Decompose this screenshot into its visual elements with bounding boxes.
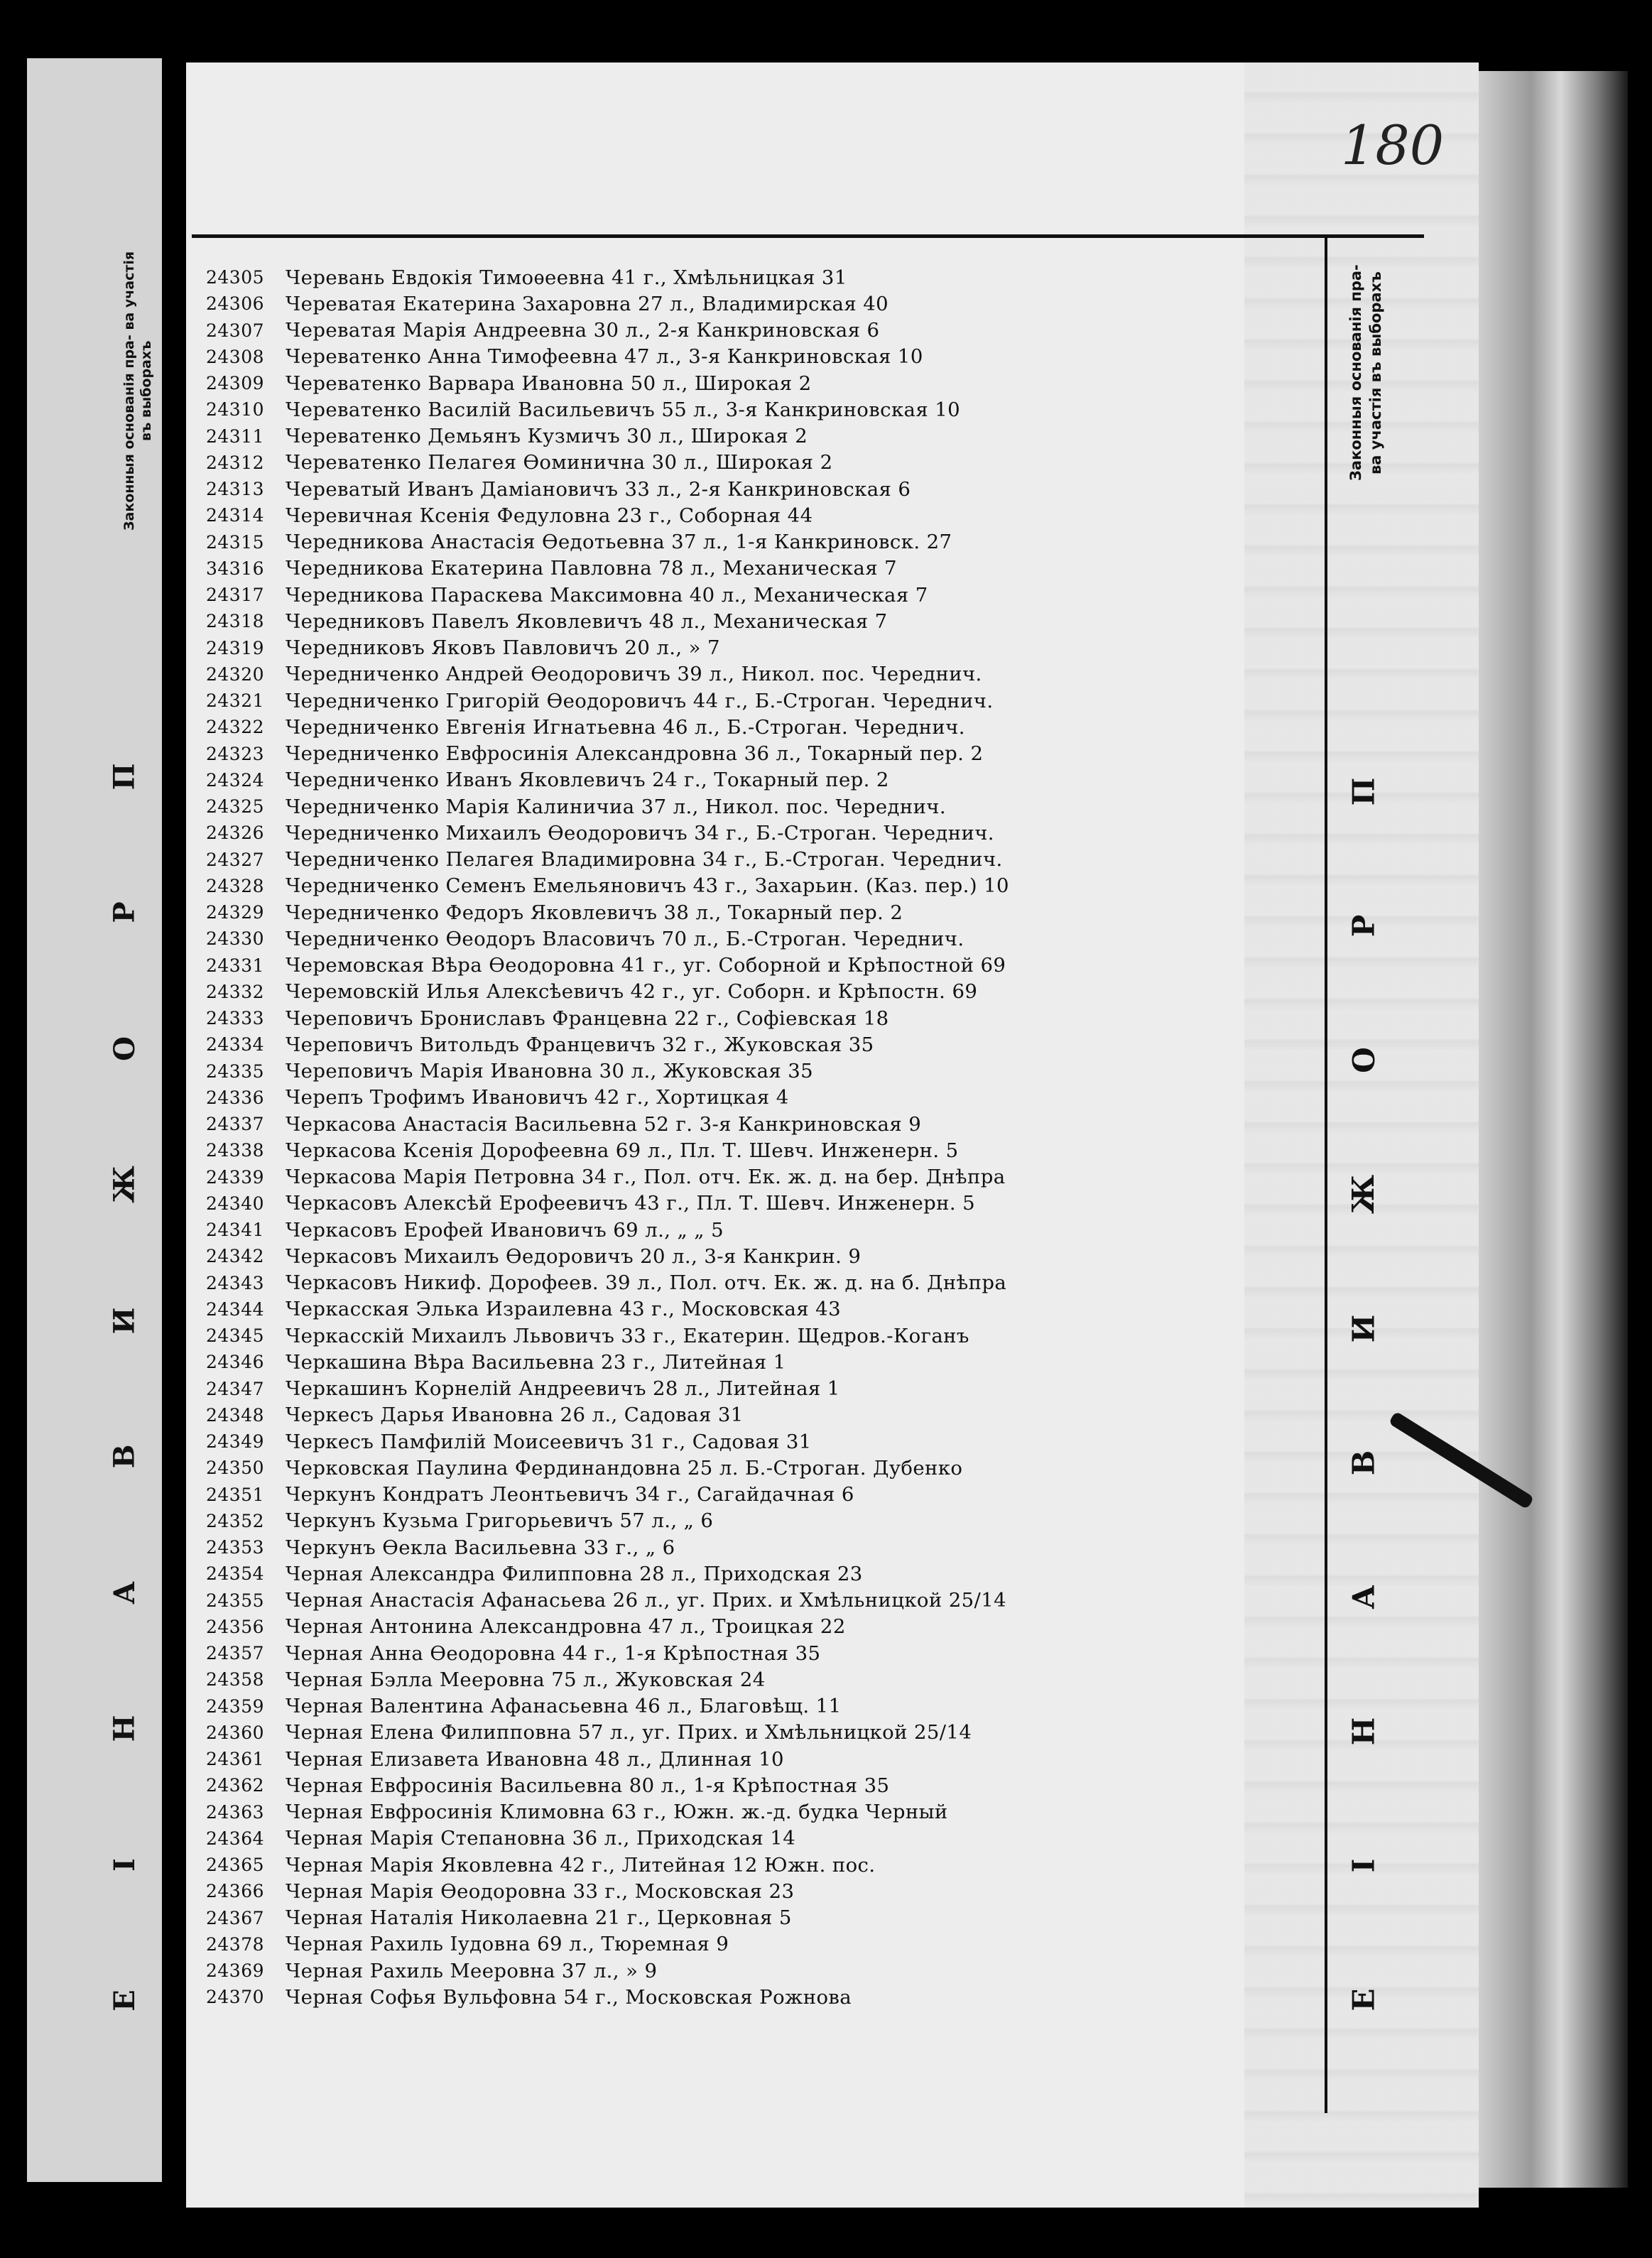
list-item <box>206 1243 1314 1269</box>
list-item <box>206 1905 1314 1931</box>
right-section-heading <box>1335 774 1392 2017</box>
header-rule <box>192 234 1424 238</box>
entry-text: Черная Наталія Николаевна 21 г., Церковная 5 <box>286 1906 792 1930</box>
entry-number: 24324 <box>206 769 265 791</box>
list-item <box>206 873 1314 899</box>
entry-text: Чередниченко Семенъ Емельяновичъ 43 г., Захарьин. (Каз. пер.) 10 <box>286 874 1009 898</box>
entry-text: Черная Софья Вульфовна 54 г., Московская Рожнова <box>286 1985 852 2009</box>
entry-text: Черковская Паулина Фердинандовна 25 л. Б.-Строган. Дубенко <box>286 1456 963 1480</box>
list-item <box>206 1799 1314 1825</box>
entry-text: Черная Елена Филипповна 57 л., уг. Прих. и Хмѣльницкой 25/14 <box>286 1721 972 1744</box>
list-item <box>206 1111 1314 1137</box>
left-heading-letter: И <box>107 1307 141 1335</box>
entry-text: Чередниченко Пелагея Владимировна 34 г., Б.-Строган. Череднич. <box>286 848 1003 872</box>
entry-number: 24309 <box>206 373 265 394</box>
list-item <box>206 1693 1314 1720</box>
entry-text: Чередниченко Федоръ Яковлевичъ 38 л., Токарный пер. 2 <box>286 901 903 924</box>
list-item <box>206 344 1314 370</box>
list-item <box>206 952 1314 979</box>
left-section-heading <box>99 760 149 2017</box>
right-heading-letter: Е <box>1346 1988 1381 2012</box>
entry-number: 24336 <box>206 1087 265 1108</box>
list-item <box>206 529 1314 555</box>
entry-number: 24366 <box>206 1881 265 1902</box>
list-item <box>206 793 1314 820</box>
entry-text: Черная Елизавета Ивановна 48 л., Длинная 10 <box>286 1747 784 1771</box>
entry-number: 24335 <box>206 1060 265 1082</box>
list-item <box>206 1402 1314 1428</box>
entry-number: 24322 <box>206 717 265 738</box>
book-page-edges <box>1479 71 1628 2188</box>
list-item <box>206 1746 1314 1772</box>
entry-number: 24353 <box>206 1537 265 1558</box>
entry-number: 24347 <box>206 1378 265 1399</box>
entry-text: Черная Марія Ѳеодоровна 33 г., Московская 23 <box>286 1879 795 1903</box>
left-column-caption: Законныя основанія пра- ва участія въ выборахъ <box>121 251 154 531</box>
entry-text: Черкасовъ Алексѣй Ерофеевичъ 43 г., Пл. Т. Шевч. Инженерн. 5 <box>286 1192 976 1215</box>
right-heading-letter: Ж <box>1346 1174 1381 1215</box>
entry-number: 24328 <box>206 875 265 896</box>
entry-number: 24365 <box>206 1855 265 1876</box>
list-item <box>206 1455 1314 1481</box>
left-heading-letter: Р <box>107 901 141 923</box>
list-item <box>206 1217 1314 1243</box>
entry-text: Чередникова Анастасія Ѳедотьевна 37 л., 1-я Канкриновск. 27 <box>286 531 952 554</box>
list-item <box>206 1085 1314 1111</box>
list-item <box>206 767 1314 793</box>
entry-number: 24338 <box>206 1140 265 1161</box>
entry-text: Черкасовъ Михаилъ Ѳедоровичъ 20 л., 3-я Канкрин. 9 <box>286 1244 862 1268</box>
list-item <box>206 1058 1314 1085</box>
entry-number: 24378 <box>206 1933 265 1955</box>
entry-number: 24357 <box>206 1643 265 1664</box>
entry-number: 24320 <box>206 663 265 685</box>
list-item <box>206 264 1314 291</box>
list-item <box>206 1323 1314 1349</box>
entry-number: 24337 <box>206 1114 265 1135</box>
entry-number: 24363 <box>206 1801 265 1823</box>
entry-number: 24310 <box>206 399 265 420</box>
entry-number: 24341 <box>206 1220 265 1241</box>
entry-number: 24340 <box>206 1193 265 1214</box>
list-item <box>206 1005 1314 1031</box>
entry-text: Черная Евфросинія Васильевна 80 л., 1-я Крѣпостная 35 <box>286 1774 890 1797</box>
entry-number: 24326 <box>206 823 265 844</box>
entry-text: Черкасовъ Ерофей Ивановичъ 69 л., „ „ 5 <box>286 1218 724 1242</box>
entry-text: Черная Александра Филипповна 28 л., Приходская 23 <box>286 1562 863 1585</box>
entry-number: 24330 <box>206 928 265 950</box>
list-item <box>206 1482 1314 1508</box>
entry-text: Черкасова Марія Петровна 34 г., Пол. отч. Ек. ж. д. на бер. Днѣпра <box>286 1166 1006 1189</box>
entry-text: Чередникова Параскева Максимовна 40 л., Механическая 7 <box>286 583 928 607</box>
entry-text: Черная Анна Ѳеодоровна 44 г., 1-я Крѣпостная 35 <box>286 1641 821 1665</box>
entry-number: 24325 <box>206 796 265 818</box>
list-item <box>206 582 1314 608</box>
entry-text: Черкасова Анастасія Васильевна 52 г. 3-я Канкриновская 9 <box>286 1112 922 1136</box>
entry-number: 24317 <box>206 585 265 606</box>
entry-number: 24318 <box>206 611 265 632</box>
entry-text: Черкунъ Кондратъ Леонтьевичъ 34 г., Сагайдачная 6 <box>286 1483 854 1507</box>
entry-text: Черемовская Вѣра Ѳеодоровна 41 г., уг. Соборной и Крѣпостной 69 <box>286 954 1006 977</box>
entry-text: Чередниченко Евфросинія Александровна 36 л., Токарный пер. 2 <box>286 742 984 766</box>
entry-text: Череватенко Варвара Ивановна 50 л., Широкая 2 <box>286 371 812 395</box>
entry-number: 24329 <box>206 902 265 923</box>
entry-number: 24362 <box>206 1775 265 1796</box>
entry-text: Черная Марія Степановна 36 л., Приходская 14 <box>286 1827 796 1850</box>
entry-number: 24305 <box>206 267 265 288</box>
entry-number: 24319 <box>206 637 265 658</box>
left-heading-letter: О <box>107 1036 141 1061</box>
entry-number: 24313 <box>206 479 265 500</box>
entry-number: 34316 <box>206 558 265 579</box>
entry-text: Череповичъ Марія Ивановна 30 л., Жуковская 35 <box>286 1060 814 1083</box>
list-item <box>206 899 1314 926</box>
entry-text: Черная Евфросинія Климовна 63 г., Южн. ж.-д. будка Черный <box>286 1801 948 1824</box>
list-item <box>206 502 1314 528</box>
entry-number: 24364 <box>206 1828 265 1849</box>
right-heading-letter: П <box>1346 777 1381 806</box>
entry-number: 24361 <box>206 1749 265 1770</box>
list-item <box>206 1720 1314 1746</box>
entry-number: 24367 <box>206 1907 265 1928</box>
entry-text: Череватая Марія Андреевна 30 л., 2-я Канкриновская 6 <box>286 319 880 342</box>
voter-list <box>206 264 1314 2011</box>
entry-number: 24350 <box>206 1458 265 1479</box>
entry-text: Чередниченко Евгенія Игнатьевна 46 л., Б.-Строган. Череднич. <box>286 715 965 739</box>
entry-text: Черная Бэлла Мееровна 75 л., Жуковская 24 <box>286 1668 766 1691</box>
right-heading-letter: І <box>1346 1858 1381 1873</box>
entry-number: 24314 <box>206 505 265 526</box>
entry-number: 24346 <box>206 1352 265 1373</box>
left-heading-letter: В <box>107 1444 141 1469</box>
entry-text: Чередниченко Михаилъ Ѳеодоровичъ 34 г., Б.-Строган. Череднич. <box>286 821 994 845</box>
column-rule <box>1325 238 1327 2113</box>
list-item <box>206 926 1314 952</box>
list-item <box>206 317 1314 344</box>
entry-number: 24345 <box>206 1325 265 1347</box>
list-item <box>206 847 1314 873</box>
entry-number: 24360 <box>206 1722 265 1743</box>
list-item <box>206 741 1314 767</box>
list-item <box>206 1428 1314 1455</box>
entry-number: 24331 <box>206 955 265 976</box>
entry-number: 24358 <box>206 1669 265 1690</box>
entry-text: Череватый Иванъ Даміановичъ 33 л., 2-я Канкриновская 6 <box>286 477 911 501</box>
list-item <box>206 370 1314 396</box>
left-heading-letter: А <box>107 1580 141 1605</box>
entry-number: 24356 <box>206 1616 265 1637</box>
entry-text: Чередниченко Марія Калиничиа 37 л., Никол. пос. Череднич. <box>286 795 947 818</box>
entry-text: Черкасова Ксенія Дорофеевна 69 л., Пл. Т. Шевч. Инженерн. 5 <box>286 1139 959 1162</box>
right-heading-letter: А <box>1346 1585 1381 1610</box>
entry-text: Чередниченко Иванъ Яковлевичъ 24 г., Токарный пер. 2 <box>286 769 889 792</box>
entry-text: Черкашина Вѣра Васильевна 23 г., Литейная 1 <box>286 1350 786 1374</box>
list-item <box>206 450 1314 476</box>
list-item <box>206 661 1314 688</box>
list-item <box>206 1958 1314 1984</box>
left-heading-letter: І <box>107 1857 141 1872</box>
list-item <box>206 714 1314 740</box>
entry-number: 24308 <box>206 346 265 367</box>
list-item <box>206 396 1314 423</box>
entry-text: Черная Рахиль Мееровна 37 л., » 9 <box>286 1959 658 1982</box>
right-heading-letter: Р <box>1346 914 1381 938</box>
entry-text: Черная Рахиль Іудовна 69 л., Тюремная 9 <box>286 1933 729 1956</box>
entry-text: Черевичная Ксенія Федуловна 23 г., Соборная 44 <box>286 504 813 527</box>
list-item <box>206 1296 1314 1323</box>
entry-number: 24344 <box>206 1298 265 1320</box>
list-item <box>206 1825 1314 1852</box>
list-item <box>206 1376 1314 1402</box>
list-item <box>206 423 1314 450</box>
entry-number: 24342 <box>206 1246 265 1267</box>
entry-number: 24369 <box>206 1960 265 1982</box>
list-item <box>206 555 1314 582</box>
list-item <box>206 1772 1314 1798</box>
list-item <box>206 1137 1314 1163</box>
entry-text: Чередниченко Андрей Ѳеодоровичъ 39 л., Никол. пос. Череднич. <box>286 663 982 686</box>
entry-number: 24351 <box>206 1484 265 1505</box>
list-item <box>206 979 1314 1005</box>
entry-number: 24306 <box>206 293 265 315</box>
entry-text: Череватая Екатерина Захаровна 27 л., Владимирская 40 <box>286 292 889 315</box>
entry-number: 24307 <box>206 320 265 341</box>
left-heading-letter: Е <box>107 1990 141 2012</box>
right-heading-letter: Н <box>1346 1717 1381 1746</box>
entry-number: 24334 <box>206 1034 265 1055</box>
list-item <box>206 1190 1314 1217</box>
entry-text: Черкасскій Михаилъ Львовичъ 33 г., Екатерин. Щедров.-Коганъ <box>286 1324 969 1347</box>
entry-text: Чередниковъ Павелъ Яковлевичъ 48 л., Механическая 7 <box>286 609 888 633</box>
right-heading-letter: И <box>1346 1314 1381 1343</box>
list-item <box>206 608 1314 634</box>
list-item <box>206 1666 1314 1693</box>
entry-text: Черкунъ Ѳекла Васильевна 33 г., „ 6 <box>286 1536 675 1559</box>
right-heading-letter: О <box>1346 1047 1381 1073</box>
entry-text: Череповичъ Витольдъ Францевичъ 32 г., Жуковская 35 <box>286 1033 874 1056</box>
entry-number: 24349 <box>206 1431 265 1453</box>
entry-number: 24354 <box>206 1563 265 1585</box>
entry-number: 24348 <box>206 1404 265 1426</box>
entry-text: Черемовскій Илья Алексѣевичъ 42 г., уг. Соборн. и Крѣпостн. 69 <box>286 980 978 1004</box>
list-item <box>206 1614 1314 1640</box>
page-number: 180 <box>1341 114 1445 177</box>
entry-text: Черкесъ Дарья Ивановна 26 л., Садовая 31 <box>286 1404 744 1427</box>
entry-text: Черная Анастасія Афанасьева 26 л., уг. Прих. и Хмѣльницкой 25/14 <box>286 1589 1007 1612</box>
left-heading-letter: П <box>107 763 141 791</box>
entry-number: 24312 <box>206 452 265 473</box>
right-heading-letter: В <box>1346 1450 1381 1476</box>
entry-number: 24339 <box>206 1166 265 1188</box>
entry-text: Черкашинъ Корнелій Андреевичъ 28 л., Литейная 1 <box>286 1377 840 1401</box>
entry-text: Черная Антонина Александровна 47 л., Троицкая 22 <box>286 1615 846 1639</box>
entry-number: 24352 <box>206 1510 265 1531</box>
list-item <box>206 476 1314 502</box>
entry-text: Чередниковъ Яковъ Павловичъ 20 л., » 7 <box>286 636 720 660</box>
list-item <box>206 688 1314 714</box>
entry-text: Череватенко Анна Тимофеевна 47 л., 3-я Канкриновская 10 <box>286 345 923 369</box>
entry-text: Чередниченко Григорій Ѳеодоровичъ 44 г., Б.-Строган. Череднич. <box>286 689 994 712</box>
entry-number: 24359 <box>206 1695 265 1717</box>
entry-text: Чередниченко Ѳеодоръ Власовичъ 70 л., Б.-Строган. Череднич. <box>286 927 964 950</box>
list-item <box>206 291 1314 317</box>
entry-text: Череватенко Пелагея Ѳоминична 30 л., Широкая 2 <box>286 451 833 474</box>
list-item <box>206 1164 1314 1190</box>
right-column-caption: Законныя основанія пра- ва участія въ выборахъ <box>1347 264 1384 482</box>
list-item <box>206 1640 1314 1666</box>
list-item <box>206 1852 1314 1878</box>
list-item <box>206 1931 1314 1958</box>
list-item <box>206 1878 1314 1904</box>
entry-number: 24315 <box>206 531 265 553</box>
entry-text: Черкунъ Кузьма Григорьевичъ 57 л., „ 6 <box>286 1509 714 1533</box>
entry-text: Черевань Евдокія Тимоѳеевна 41 г., Хмѣльницкая 31 <box>286 266 847 289</box>
list-item <box>206 635 1314 661</box>
entry-number: 24333 <box>206 1008 265 1029</box>
entry-text: Черепъ Трофимъ Ивановичъ 42 г., Хортицкая 4 <box>286 1086 789 1109</box>
entry-text: Черная Валентина Афанасьевна 46 л., Благовѣщ. 11 <box>286 1695 842 1718</box>
list-item <box>206 1984 1314 2010</box>
list-item <box>206 1270 1314 1296</box>
entry-number: 24370 <box>206 1987 265 2008</box>
entry-text: Череповичъ Брониславъ Францевна 22 г., Софіевская 18 <box>286 1006 889 1030</box>
entry-text: Черкасская Элька Израилевна 43 г., Московская 43 <box>286 1298 841 1321</box>
entry-number: 24327 <box>206 849 265 870</box>
list-item <box>206 1560 1314 1587</box>
list-item <box>206 1508 1314 1534</box>
entry-number: 24321 <box>206 690 265 712</box>
list-item <box>206 1534 1314 1560</box>
entry-text: Чередникова Екатерина Павловна 78 л., Механическая 7 <box>286 557 897 580</box>
list-item <box>206 1349 1314 1375</box>
entry-text: Черкасовъ Никиф. Дорофеев. 39 л., Пол. отч. Ек. ж. д. на б. Днѣпра <box>286 1271 1007 1295</box>
left-heading-letter: Ж <box>107 1166 141 1204</box>
list-item <box>206 1031 1314 1058</box>
entry-text: Черная Марія Яковлевна 42 г., Литейная 12 Южн. пос. <box>286 1853 876 1877</box>
entry-text: Череватенко Василій Васильевичъ 55 л., 3-я Канкриновская 10 <box>286 398 961 421</box>
list-item <box>206 820 1314 846</box>
entry-number: 24343 <box>206 1272 265 1293</box>
entry-text: Черкесъ Памфилій Моисеевичъ 31 г., Садовая 31 <box>286 1430 812 1453</box>
left-heading-letter: Н <box>107 1715 141 1742</box>
list-item <box>206 1587 1314 1614</box>
entry-text: Череватенко Демьянъ Кузмичъ 30 л., Широкая 2 <box>286 425 808 448</box>
entry-number: 24332 <box>206 981 265 1002</box>
entry-number: 24355 <box>206 1590 265 1611</box>
entry-number: 24323 <box>206 743 265 764</box>
entry-number: 24311 <box>206 425 265 447</box>
